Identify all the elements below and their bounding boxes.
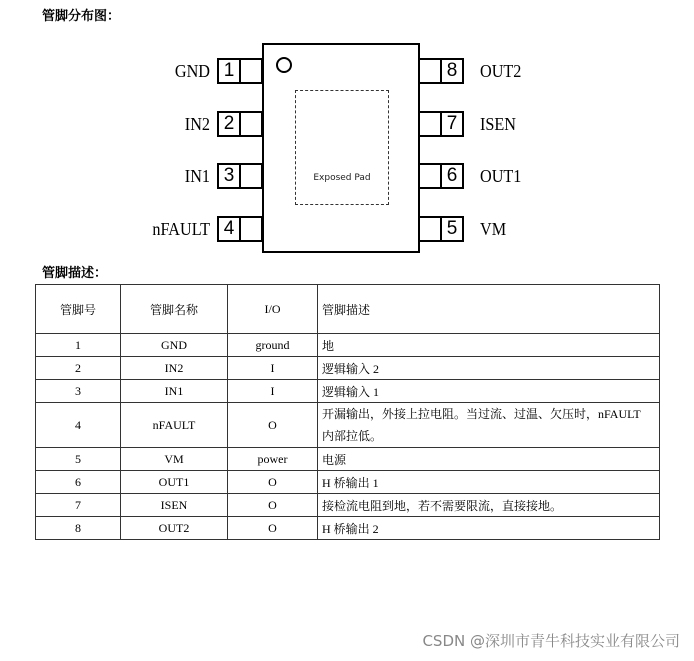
- pin-box: [217, 163, 263, 189]
- table-header-row: [36, 285, 660, 334]
- pin-table: [35, 284, 660, 540]
- table-cell: O: [228, 403, 318, 448]
- table-cell: 1: [36, 334, 121, 357]
- table-cell: 4: [36, 403, 121, 448]
- pin-label: VM: [480, 219, 507, 239]
- table-cell: H 桥输出 2: [318, 517, 660, 540]
- pin-number: 2: [219, 113, 241, 135]
- header-cell: 管脚名称: [121, 285, 228, 334]
- table-row: [36, 471, 660, 494]
- pin-label: ISEN: [480, 114, 516, 134]
- exposed-pad: Exposed Pad: [295, 90, 389, 205]
- table-cell: 逻辑输入 2: [318, 357, 660, 380]
- pin-number: 8: [440, 60, 462, 82]
- pin-label: IN2: [184, 114, 210, 134]
- pin-box: [418, 111, 464, 137]
- table-cell: VM: [121, 448, 228, 471]
- table-cell: 地: [318, 334, 660, 357]
- table-cell: O: [228, 494, 318, 517]
- pin-box: [418, 163, 464, 189]
- pin-number: 7: [440, 113, 462, 135]
- table-cell: OUT1: [121, 471, 228, 494]
- table-cell: ISEN: [121, 494, 228, 517]
- table-cell: OUT2: [121, 517, 228, 540]
- pin-box: [217, 58, 263, 84]
- table-cell: 2: [36, 357, 121, 380]
- table-cell: 7: [36, 494, 121, 517]
- pin-label: IN1: [184, 166, 210, 186]
- pin-number: 3: [219, 165, 241, 187]
- table-cell: 6: [36, 471, 121, 494]
- header-cell: I/O: [228, 285, 318, 334]
- table-cell: I: [228, 380, 318, 403]
- watermark: CSDN @深圳市青牛科技实业有限公司: [422, 632, 680, 650]
- table-cell: 接检流电阻到地，若不需要限流，直接接地。: [318, 494, 660, 517]
- table-cell: H 桥输出 1: [318, 471, 660, 494]
- table-cell: O: [228, 517, 318, 540]
- pin-label: nFAULT: [152, 219, 210, 239]
- header-cell: 管脚描述: [318, 285, 660, 334]
- pin-box: [418, 216, 464, 242]
- table-row: [36, 334, 660, 357]
- table-cell: 3: [36, 380, 121, 403]
- pin-box: [217, 111, 263, 137]
- table-cell: 5: [36, 448, 121, 471]
- table-cell: IN2: [121, 357, 228, 380]
- table-row: [36, 448, 660, 471]
- header-cell: 管脚号: [36, 285, 121, 334]
- table-cell: 8: [36, 517, 121, 540]
- table-cell: 开漏输出，外接上拉电阻。当过流、过温、欠压时，nFAULT 内部拉低。: [318, 403, 660, 448]
- table-cell: ground: [228, 334, 318, 357]
- pin-box: [217, 216, 263, 242]
- table-cell: 逻辑输入 1: [318, 380, 660, 403]
- table-cell: nFAULT: [121, 403, 228, 448]
- pinout-heading: 管脚分布图：: [42, 9, 121, 24]
- table-cell: IN1: [121, 380, 228, 403]
- table-cell: O: [228, 471, 318, 494]
- pin-number: 1: [219, 60, 241, 82]
- pin-number: 4: [219, 218, 241, 240]
- pin-label: GND: [174, 61, 210, 81]
- table-cell: power: [228, 448, 318, 471]
- pin1-marker: [276, 57, 292, 73]
- table-cell: GND: [121, 334, 228, 357]
- table-row: [36, 380, 660, 403]
- table-heading: 管脚描述：: [42, 266, 108, 281]
- pin-label: OUT2: [480, 61, 522, 81]
- table-cell: I: [228, 357, 318, 380]
- pin-label: OUT1: [480, 166, 522, 186]
- table-row: [36, 494, 660, 517]
- table-row: [36, 517, 660, 540]
- pin-number: 5: [440, 218, 462, 240]
- table-cell: 电源: [318, 448, 660, 471]
- pin-number: 6: [440, 165, 462, 187]
- table-row: [36, 357, 660, 380]
- pin-box: [418, 58, 464, 84]
- table-row: [36, 403, 660, 448]
